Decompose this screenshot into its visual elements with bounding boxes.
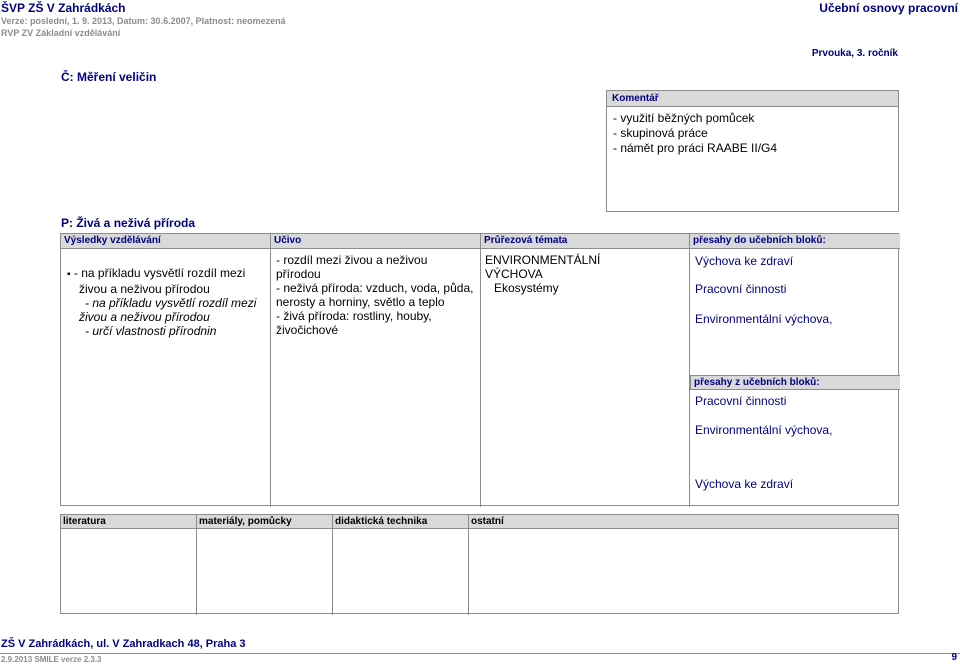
- ucivo-line: nerosty a horniny, světlo a teplo: [276, 295, 445, 309]
- prurezove-tema: VÝCHOVA: [485, 267, 543, 281]
- version-line: Verze: poslední, 1. 9. 2013, Datum: 30.6.2007, Platnost: neomezená: [1, 16, 286, 26]
- subject-label: Prvouka, 3. ročník: [811, 48, 898, 59]
- column-divider: [196, 515, 197, 615]
- bullet-icon: ▪: [67, 269, 71, 280]
- column-header-prurezova: Průřezová témata: [481, 234, 690, 249]
- column-divider: [480, 234, 481, 507]
- presah-do-link[interactable]: Pracovní činnosti: [695, 282, 787, 296]
- vysledek-line: - na příkladu vysvětlí rozdíl mezi: [85, 296, 257, 310]
- comment-line: - námět pro práci RAABE II/G4: [613, 141, 778, 155]
- column-header-presahy-do: přesahy do učebních bloků:: [690, 234, 900, 249]
- prurezova-cell: [485, 253, 600, 295]
- vysledek-line: - určí vlastnosti přírodnin: [85, 324, 217, 338]
- resources-table: [60, 514, 899, 614]
- ucivo-line: - neživá příroda: vzduch, voda, půda,: [276, 281, 474, 295]
- vysledky-cell: [67, 266, 256, 338]
- footer-divider: [0, 653, 960, 654]
- presahy-z-header: přesahy z učebních bloků:: [690, 375, 900, 390]
- ucivo-cell: [276, 253, 473, 337]
- section-heading: P: Živá a neživá příroda: [61, 216, 196, 230]
- footer-school: ZŠ V Zahrádkách, ul. V Zahradkach 48, Praha 3: [1, 638, 246, 650]
- presah-z-link[interactable]: Environmentální výchova,: [695, 423, 833, 437]
- ucivo-line: živočichové: [276, 323, 339, 337]
- prurezove-okruh: Ekosystémy: [494, 281, 559, 295]
- column-divider: [689, 234, 690, 507]
- presah-z-link[interactable]: Pracovní činnosti: [695, 394, 787, 408]
- vysledek-line: živou a neživou přírodou: [79, 282, 210, 296]
- column-header-ostatni: ostatní: [469, 515, 898, 529]
- presah-do-link[interactable]: Environmentální výchova,: [695, 312, 833, 326]
- comment-line: - skupinová práce: [613, 126, 708, 140]
- comment-title: Komentář: [607, 91, 898, 107]
- column-divider: [332, 515, 333, 615]
- ucivo-line: - rozdíl mezi živou a neživou: [276, 253, 428, 267]
- rvp-line: RVP ZV Základní vzdělávání: [1, 28, 121, 38]
- column-divider: [270, 234, 271, 507]
- topic-heading: Č: Měření veličin: [61, 70, 157, 84]
- column-header-ucivo: Učivo: [271, 234, 481, 249]
- column-header-vysledky: Výsledky vzdělávání: [61, 234, 271, 249]
- document-type-title: Učební osnovy pracovní: [819, 1, 958, 15]
- ucivo-line: - živá příroda: rostliny, houby,: [276, 309, 432, 323]
- comment-body: [607, 107, 898, 156]
- presah-z-link[interactable]: Výchova ke zdraví: [695, 477, 794, 491]
- curriculum-table: [60, 233, 899, 506]
- vysledek-line: - na příkladu vysvětlí rozdíl mezi: [73, 266, 246, 280]
- prurezove-tema: ENVIRONMENTÁLNÍ: [485, 253, 601, 267]
- column-divider: [468, 515, 469, 615]
- footer-version: 2.9.2013 SMILE verze 2.3.3: [1, 655, 102, 664]
- presah-do-link[interactable]: Výchova ke zdraví: [695, 254, 794, 268]
- page-number: 9: [951, 652, 957, 663]
- comment-line: - využití běžných pomůcek: [613, 111, 755, 125]
- vysledek-line: živou a neživou přírodou: [79, 310, 210, 324]
- column-header-materialy: materiály, pomůcky: [197, 515, 333, 529]
- comment-box: [606, 90, 899, 212]
- column-header-didakticka-technika: didaktická technika: [333, 515, 469, 529]
- document-title: ŠVP ZŠ V Zahrádkách: [1, 1, 126, 15]
- ucivo-line: přírodou: [276, 267, 321, 281]
- column-header-literatura: literatura: [61, 515, 197, 529]
